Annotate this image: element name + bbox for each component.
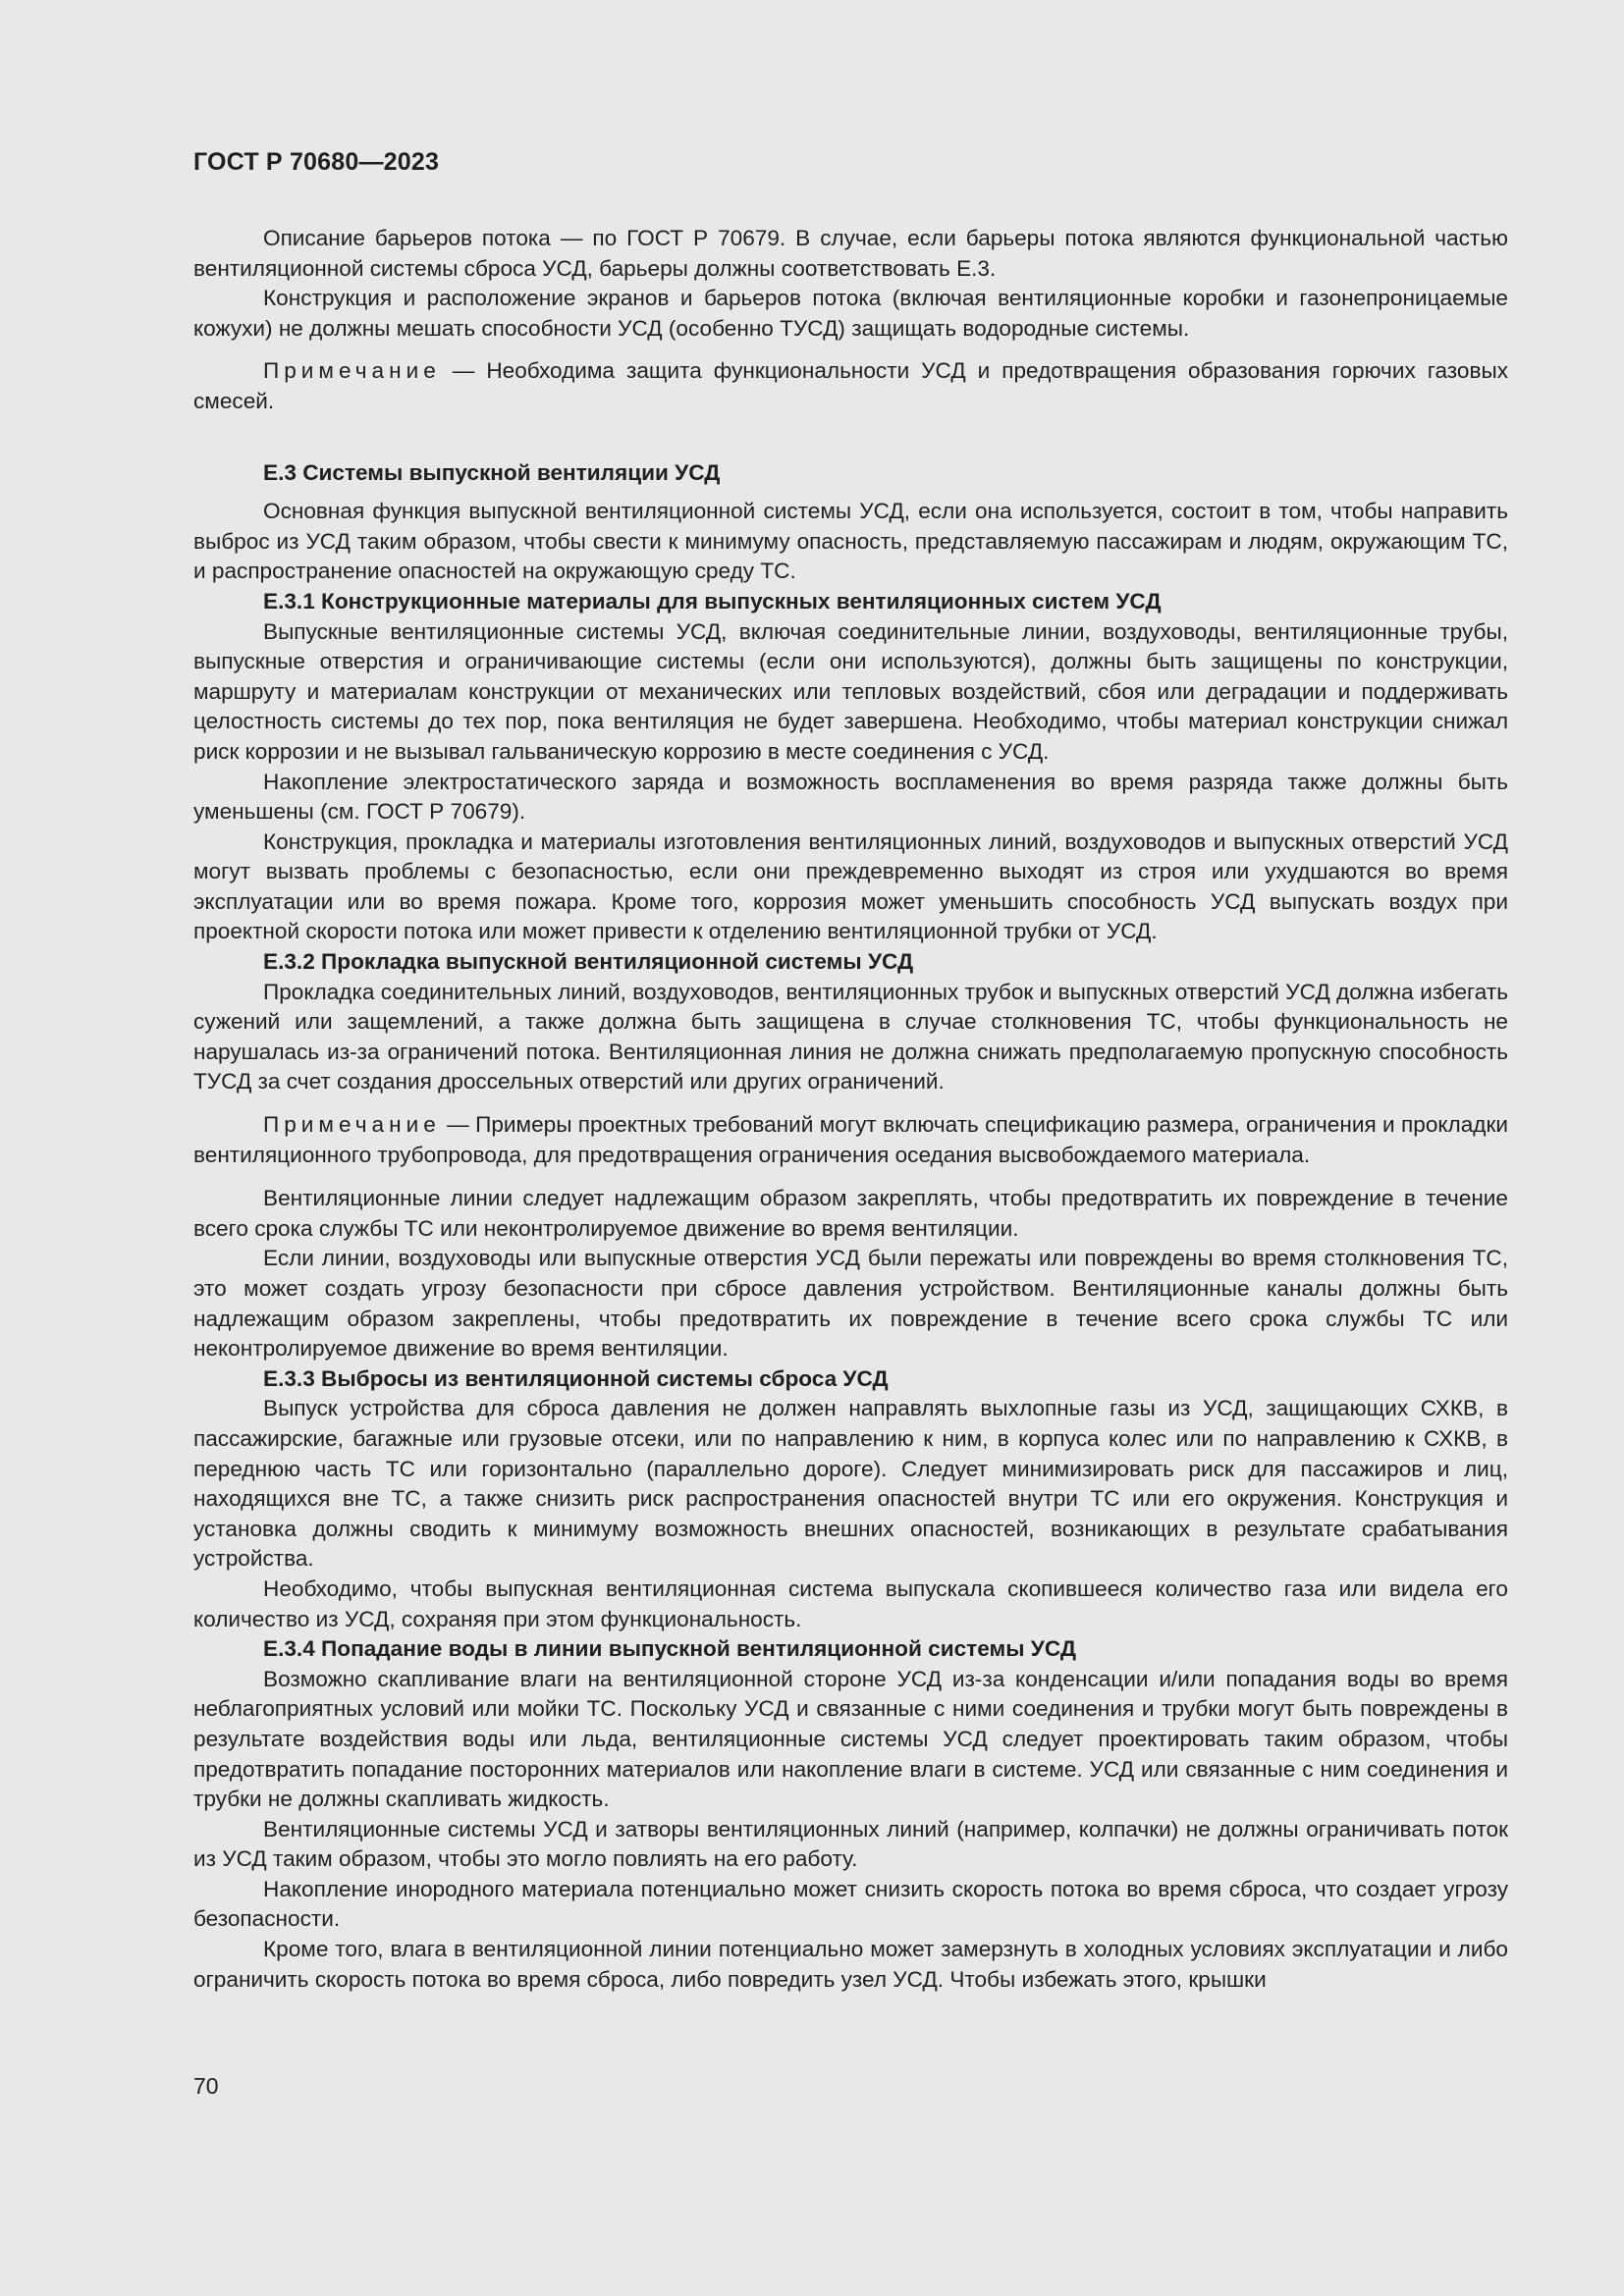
paragraph: Необходимо, чтобы выпускная вентиляционная система выпускала скопившееся количество газа или видела его количество из УСД, сохраняя при этом функциональность. — [193, 1575, 1508, 1631]
subsection-heading: Е.3.1 Конструкционные материалы для выпускных вентиляционных систем УСД — [263, 588, 1162, 614]
note-text: — Примеры проектных требований могут включать спецификацию размера, ограничения и прокладки вентиляционного трубопровода, для предотвращения ограничения оседания высвобождаемого материала. — [193, 1112, 1508, 1167]
note-label: Примечание — [263, 1112, 441, 1138]
paragraph: Выпуск устройства для сброса давления не должен направлять выхлопные газы из УСД, защищающих СХКВ, в пассажирские, багажные или грузовые отсеки, или по направлению к ним, в корпуса колес или по направлению к СХКВ, в переднюю часть ТС или горизонтально (параллельно дороге). Следует минимизировать риск для пассажиров и лиц, находящихся вне ТС, а также снизить риск распространения опасностей внутри ТС или его окружения. Конструкция и установка должны сводить к минимуму возможность внешних опасностей, возникающих в результате срабатывания устройства. — [193, 1396, 1508, 1572]
paragraph: Накопление электростатического заряда и возможность воспламенения во время разряда также должны быть уменьшены (см. ГОСТ Р 70679). — [193, 769, 1508, 825]
paragraph: Прокладка соединительных линий, воздуховодов, вентиляционных трубок и выпускных отверстий УСД должна избегать сужений или защемлений, а также должна быть защищена в случае столкновения ТС, чтобы функциональность не нарушалась из-за ограничений потока. Вентиляционная линия не должна снижать предполагаемую пропускную способность ТУСД за счет создания дроссельных отверстий или других ограничений. — [193, 979, 1508, 1095]
document-body — [193, 224, 1508, 1995]
subsection-heading: Е.3.2 Прокладка выпускной вентиляционной системы УСД — [263, 949, 914, 975]
paragraph: Конструкция, прокладка и материалы изготовления вентиляционных линий, воздуховодов и выпускных отверстий УСД могут вызвать проблемы с безопасностью, если они преждевременно выходят из строя или ухудшаются во время эксплуатации или во время пожара. Кроме того, коррозия может уменьшить способность УСД выпускать воздух при проектной скорости потока или может привести к отделению вентиляционной трубки от УСД. — [193, 828, 1508, 944]
note — [193, 1110, 1508, 1170]
note — [193, 356, 1508, 416]
section-heading: Е.3 Системы выпускной вентиляции УСД — [263, 459, 721, 485]
paragraph: Выпускные вентиляционные системы УСД, включая соединительные линии, воздуховоды, вентиляционные трубы, выпускные отверстия и ограничивающие системы (если они используются), должны быть защищены по конструкции, маршруту и материалам конструкции от механических или тепловых воздействий, сбоя или деградации и поддерживать целостность системы до тех пор, пока вентиляция не будет завершена. Необходимо, чтобы материал конструкции снижал риск коррозии и не вызывал гальваническую коррозию в месте соединения с УСД. — [193, 618, 1508, 764]
page-number: 70 — [193, 2073, 219, 2099]
paragraph: Описание барьеров потока — по ГОСТ Р 70679. В случае, если барьеры потока являются функциональной частью вентиляционной системы сброса УСД, барьеры должны соответствовать Е.3. — [193, 226, 1508, 281]
paragraph: Возможно скапливание влаги на вентиляционной стороне УСД из-за конденсации и/или попадания воды во время неблагоприятных условий или мойки ТС. Поскольку УСД и связанные с ними соединения и трубки могут быть повреждены в результате воздействия воды или льда, вентиляционные системы УСД следует проектировать таким образом, чтобы предотвратить попадание посторонних материалов или накопление влаги в системе. УСД или связанные с ним соединения и трубки не должны скапливать жидкость. — [193, 1666, 1508, 1812]
paragraph: Вентиляционные линии следует надлежащим образом закреплять, чтобы предотвратить их повреждение в течение всего срока службы ТС или неконтролируемое движение во время вентиляции. — [193, 1186, 1508, 1241]
paragraph: Основная функция выпускной вентиляционной системы УСД, если она используется, состоит в том, чтобы направить выброс из УСД таким образом, чтобы свести к минимуму опасность, представляемую пассажирам и людям, окружающим ТС, и распространение опасностей на окружающую среду ТС. — [193, 499, 1508, 584]
paragraph: Если линии, воздуховоды или выпускные отверстия УСД были пережаты или повреждены во время столкновения ТС, это может создать угрозу безопасности при сбросе давления устройством. Вентиляционные каналы должны быть надлежащим образом закреплены, чтобы предотвратить их повреждение в течение всего срока службы ТС или неконтролируемое движение во время вентиляции. — [193, 1246, 1508, 1362]
page-header: ГОСТ Р 70680—2023 — [193, 148, 440, 176]
note-label: Примечание — [263, 358, 441, 384]
paragraph: Накопление инородного материала потенциально может снизить скорость потока во время сброса, что создает угрозу безопасности. — [193, 1876, 1508, 1932]
note-text: — Необходима защита функциональности УСД и предотвращения образования горючих газовых смесей. — [193, 358, 1508, 413]
paragraph: Конструкция и расположение экранов и барьеров потока (включая вентиляционные коробки и газонепроницаемые кожухи) не должны мешать способности УСД (особенно ТУСД) защищать водородные системы. — [193, 286, 1508, 341]
subsection-heading: Е.3.4 Попадание воды в линии выпускной вентиляционной системы УСД — [263, 1636, 1076, 1662]
paragraph: Вентиляционные системы УСД и затворы вентиляционных линий (например, колпачки) не должны ограничивать поток из УСД таким образом, чтобы это могло повлиять на его работу. — [193, 1816, 1508, 1872]
paragraph: Кроме того, влага в вентиляционной линии потенциально может замерзнуть в холодных условиях эксплуатации и либо ограничить скорость потока во время сброса, либо повредить узел УСД. Чтобы избежать этого, крышки — [193, 1937, 1508, 1992]
subsection-heading: Е.3.3 Выбросы из вентиляционной системы сброса УСД — [263, 1365, 889, 1391]
